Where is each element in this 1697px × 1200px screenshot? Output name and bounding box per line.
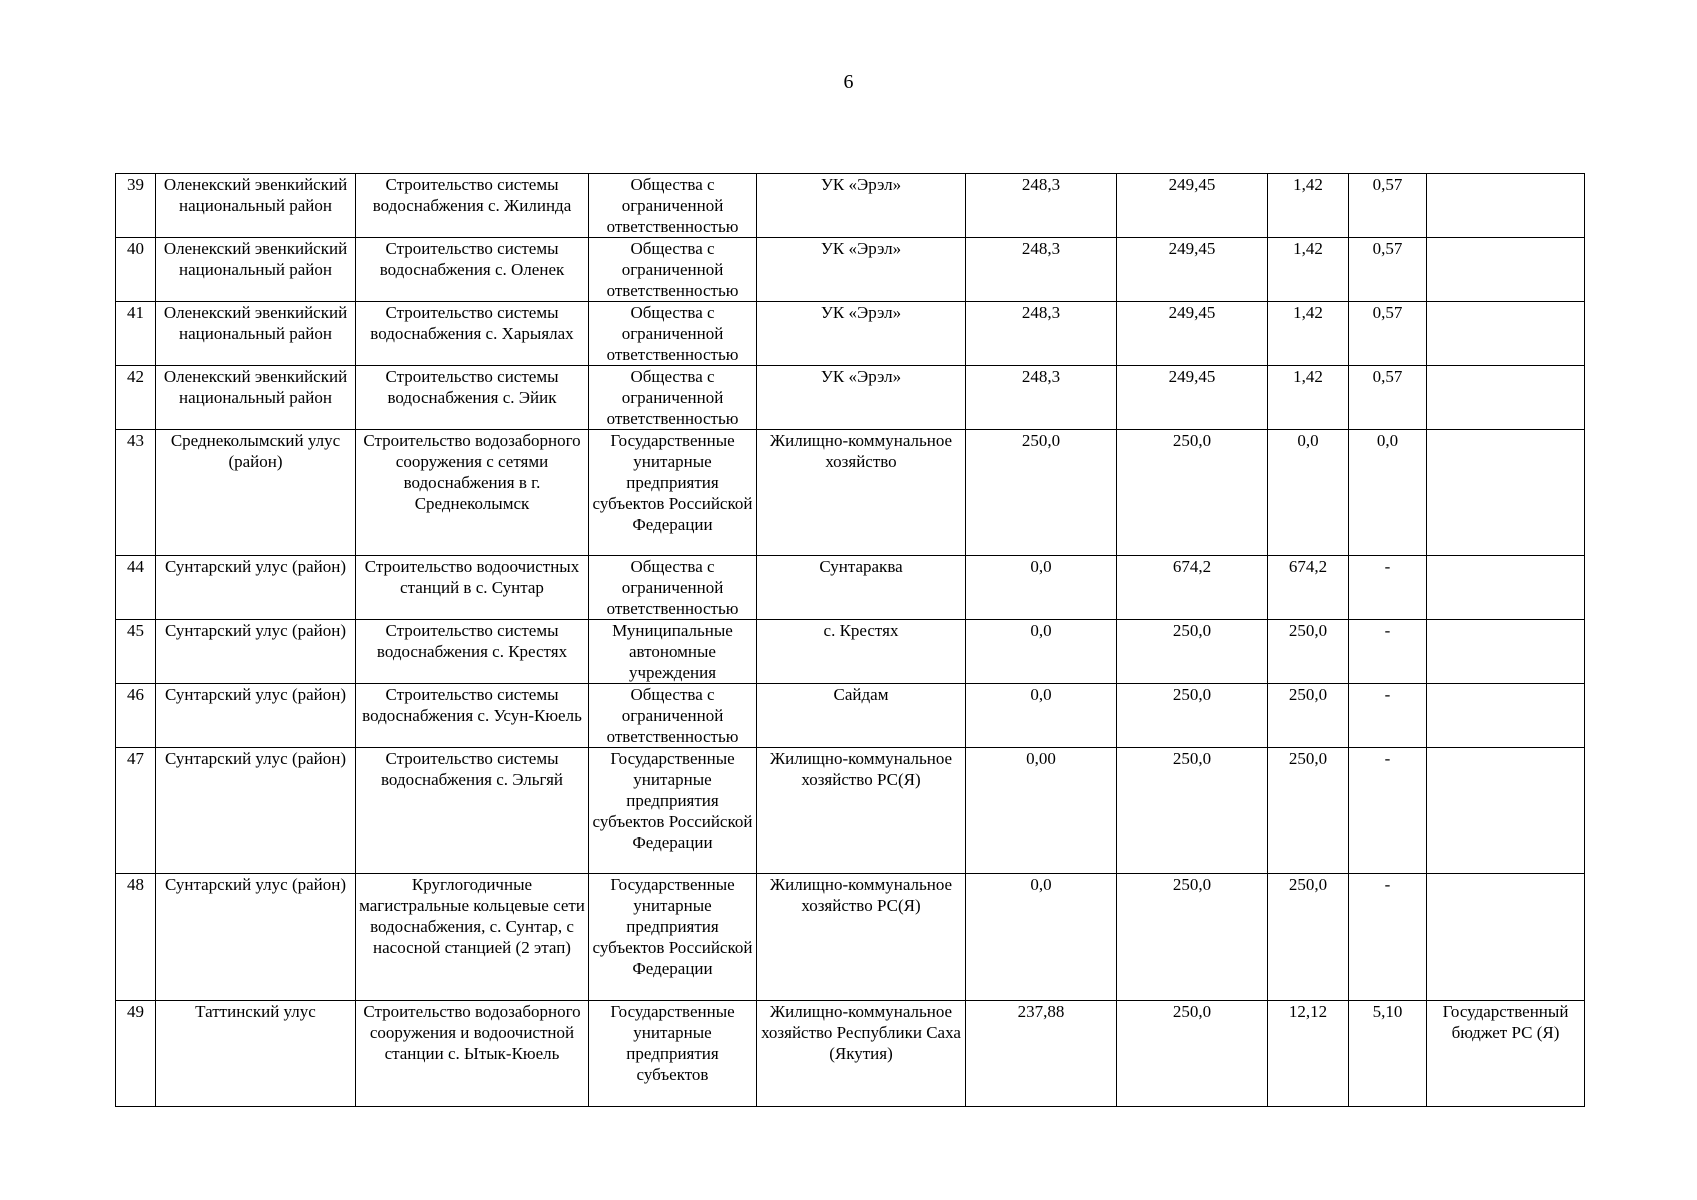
row-number-cell: 43 bbox=[116, 430, 156, 556]
note-cell bbox=[1427, 366, 1585, 430]
value-3-cell: 250,0 bbox=[1268, 620, 1349, 684]
organization-cell: Жилищно-коммунальное хозяйство РС(Я) bbox=[757, 874, 966, 1001]
value-1-cell: 0,0 bbox=[966, 874, 1117, 1001]
org-form-cell: Общества с ограниченной ответственностью bbox=[589, 238, 757, 302]
project-cell: Строительство системы водоснабжения с. Эльгяй bbox=[356, 748, 589, 874]
table-row bbox=[116, 748, 1585, 874]
value-1-cell: 0,0 bbox=[966, 556, 1117, 620]
organization-cell: УК «Эрэл» bbox=[757, 174, 966, 238]
value-4-cell: 0,0 bbox=[1349, 430, 1427, 556]
value-1-cell: 250,0 bbox=[966, 430, 1117, 556]
org-form-cell: Общества с ограниченной ответственностью bbox=[589, 684, 757, 748]
org-form-cell: Общества с ограниченной ответственностью bbox=[589, 366, 757, 430]
project-cell: Строительство водозаборного сооружения и водоочистной станции с. Ытык-Кюель bbox=[356, 1001, 589, 1107]
value-2-cell: 250,0 bbox=[1117, 430, 1268, 556]
value-3-cell: 1,42 bbox=[1268, 174, 1349, 238]
row-number-cell: 40 bbox=[116, 238, 156, 302]
organization-cell: УК «Эрэл» bbox=[757, 366, 966, 430]
value-4-cell: - bbox=[1349, 556, 1427, 620]
district-cell: Оленекский эвенкийский национальный район bbox=[156, 238, 356, 302]
project-cell: Строительство системы водоснабжения с. Жилинда bbox=[356, 174, 589, 238]
page-number: 6 bbox=[843, 71, 854, 93]
project-cell: Строительство водоочистных станций в с. Сунтар bbox=[356, 556, 589, 620]
note-cell bbox=[1427, 556, 1585, 620]
row-number-cell: 46 bbox=[116, 684, 156, 748]
row-number-cell: 42 bbox=[116, 366, 156, 430]
organization-cell: Сунтараква bbox=[757, 556, 966, 620]
value-4-cell: 5,10 bbox=[1349, 1001, 1427, 1107]
value-4-cell: 0,57 bbox=[1349, 174, 1427, 238]
value-2-cell: 250,0 bbox=[1117, 620, 1268, 684]
row-number-cell: 45 bbox=[116, 620, 156, 684]
organization-cell: Жилищно-коммунальное хозяйство bbox=[757, 430, 966, 556]
row-number-cell: 39 bbox=[116, 174, 156, 238]
district-cell: Оленекский эвенкийский национальный район bbox=[156, 302, 356, 366]
project-cell: Строительство системы водоснабжения с. Усун-Кюель bbox=[356, 684, 589, 748]
organization-cell: с. Крестях bbox=[757, 620, 966, 684]
value-3-cell: 1,42 bbox=[1268, 238, 1349, 302]
table-row bbox=[116, 684, 1585, 748]
value-4-cell: - bbox=[1349, 874, 1427, 1001]
organization-cell: УК «Эрэл» bbox=[757, 238, 966, 302]
district-cell: Сунтарский улус (район) bbox=[156, 556, 356, 620]
note-cell bbox=[1427, 748, 1585, 874]
value-3-cell: 250,0 bbox=[1268, 684, 1349, 748]
value-4-cell: 0,57 bbox=[1349, 302, 1427, 366]
org-form-cell: Муниципальные автономные учреждения bbox=[589, 620, 757, 684]
organization-cell: Жилищно-коммунальное хозяйство Республики Саха (Якутия) bbox=[757, 1001, 966, 1107]
org-form-cell: Государственные унитарные предприятия субъектов bbox=[589, 1001, 757, 1107]
value-3-cell: 0,0 bbox=[1268, 430, 1349, 556]
district-cell: Сунтарский улус (район) bbox=[156, 684, 356, 748]
table-body bbox=[116, 174, 1585, 1107]
value-1-cell: 248,3 bbox=[966, 302, 1117, 366]
project-cell: Строительство системы водоснабжения с. Оленек bbox=[356, 238, 589, 302]
table-row bbox=[116, 620, 1585, 684]
value-1-cell: 248,3 bbox=[966, 366, 1117, 430]
value-2-cell: 250,0 bbox=[1117, 684, 1268, 748]
table-row bbox=[116, 366, 1585, 430]
value-4-cell: - bbox=[1349, 684, 1427, 748]
value-4-cell: - bbox=[1349, 748, 1427, 874]
org-form-cell: Государственные унитарные предприятия субъектов Российской Федерации bbox=[589, 874, 757, 1001]
value-2-cell: 249,45 bbox=[1117, 366, 1268, 430]
value-2-cell: 249,45 bbox=[1117, 238, 1268, 302]
district-cell: Оленекский эвенкийский национальный район bbox=[156, 174, 356, 238]
value-1-cell: 0,0 bbox=[966, 684, 1117, 748]
note-cell bbox=[1427, 430, 1585, 556]
value-4-cell: - bbox=[1349, 620, 1427, 684]
table-row bbox=[116, 556, 1585, 620]
organization-cell: Жилищно-коммунальное хозяйство РС(Я) bbox=[757, 748, 966, 874]
value-2-cell: 250,0 bbox=[1117, 874, 1268, 1001]
value-2-cell: 674,2 bbox=[1117, 556, 1268, 620]
org-form-cell: Общества с ограниченной ответственностью bbox=[589, 174, 757, 238]
value-3-cell: 250,0 bbox=[1268, 874, 1349, 1001]
organization-cell: Сайдам bbox=[757, 684, 966, 748]
value-3-cell: 1,42 bbox=[1268, 366, 1349, 430]
row-number-cell: 48 bbox=[116, 874, 156, 1001]
value-1-cell: 0,00 bbox=[966, 748, 1117, 874]
project-cell: Строительство системы водоснабжения с. Эйик bbox=[356, 366, 589, 430]
value-2-cell: 249,45 bbox=[1117, 174, 1268, 238]
value-1-cell: 248,3 bbox=[966, 238, 1117, 302]
note-cell bbox=[1427, 238, 1585, 302]
project-cell: Строительство водозаборного сооружения с сетями водоснабжения в г. Среднеколымск bbox=[356, 430, 589, 556]
district-cell: Таттинский улус bbox=[156, 1001, 356, 1107]
value-2-cell: 250,0 bbox=[1117, 748, 1268, 874]
row-number-cell: 49 bbox=[116, 1001, 156, 1107]
table-row bbox=[116, 430, 1585, 556]
district-cell: Сунтарский улус (район) bbox=[156, 748, 356, 874]
org-form-cell: Государственные унитарные предприятия субъектов Российской Федерации bbox=[589, 748, 757, 874]
data-table bbox=[115, 173, 1585, 1107]
table-row bbox=[116, 874, 1585, 1001]
value-1-cell: 248,3 bbox=[966, 174, 1117, 238]
district-cell: Сунтарский улус (район) bbox=[156, 874, 356, 1001]
org-form-cell: Общества с ограниченной ответственностью bbox=[589, 302, 757, 366]
value-3-cell: 12,12 bbox=[1268, 1001, 1349, 1107]
value-1-cell: 237,88 bbox=[966, 1001, 1117, 1107]
table-row bbox=[116, 1001, 1585, 1107]
value-2-cell: 249,45 bbox=[1117, 302, 1268, 366]
value-3-cell: 674,2 bbox=[1268, 556, 1349, 620]
district-cell: Среднеколымский улус (район) bbox=[156, 430, 356, 556]
district-cell: Сунтарский улус (район) bbox=[156, 620, 356, 684]
table-row bbox=[116, 302, 1585, 366]
project-cell: Строительство системы водоснабжения с. Крестях bbox=[356, 620, 589, 684]
note-cell bbox=[1427, 174, 1585, 238]
note-cell bbox=[1427, 620, 1585, 684]
value-4-cell: 0,57 bbox=[1349, 366, 1427, 430]
value-1-cell: 0,0 bbox=[966, 620, 1117, 684]
note-cell: Государственный бюджет РС (Я) bbox=[1427, 1001, 1585, 1107]
project-cell: Строительство системы водоснабжения с. Харыялах bbox=[356, 302, 589, 366]
project-cell: Круглогодичные магистральные кольцевые сети водоснабжения, с. Сунтар, с насосной станцией (2 этап) bbox=[356, 874, 589, 1001]
value-3-cell: 1,42 bbox=[1268, 302, 1349, 366]
district-cell: Оленекский эвенкийский национальный район bbox=[156, 366, 356, 430]
value-3-cell: 250,0 bbox=[1268, 748, 1349, 874]
value-2-cell: 250,0 bbox=[1117, 1001, 1268, 1107]
note-cell bbox=[1427, 874, 1585, 1001]
row-number-cell: 44 bbox=[116, 556, 156, 620]
organization-cell: УК «Эрэл» bbox=[757, 302, 966, 366]
table-row bbox=[116, 238, 1585, 302]
org-form-cell: Общества с ограниченной ответственностью bbox=[589, 556, 757, 620]
note-cell bbox=[1427, 302, 1585, 366]
row-number-cell: 47 bbox=[116, 748, 156, 874]
org-form-cell: Государственные унитарные предприятия субъектов Российской Федерации bbox=[589, 430, 757, 556]
value-4-cell: 0,57 bbox=[1349, 238, 1427, 302]
table-row bbox=[116, 174, 1585, 238]
row-number-cell: 41 bbox=[116, 302, 156, 366]
note-cell bbox=[1427, 684, 1585, 748]
